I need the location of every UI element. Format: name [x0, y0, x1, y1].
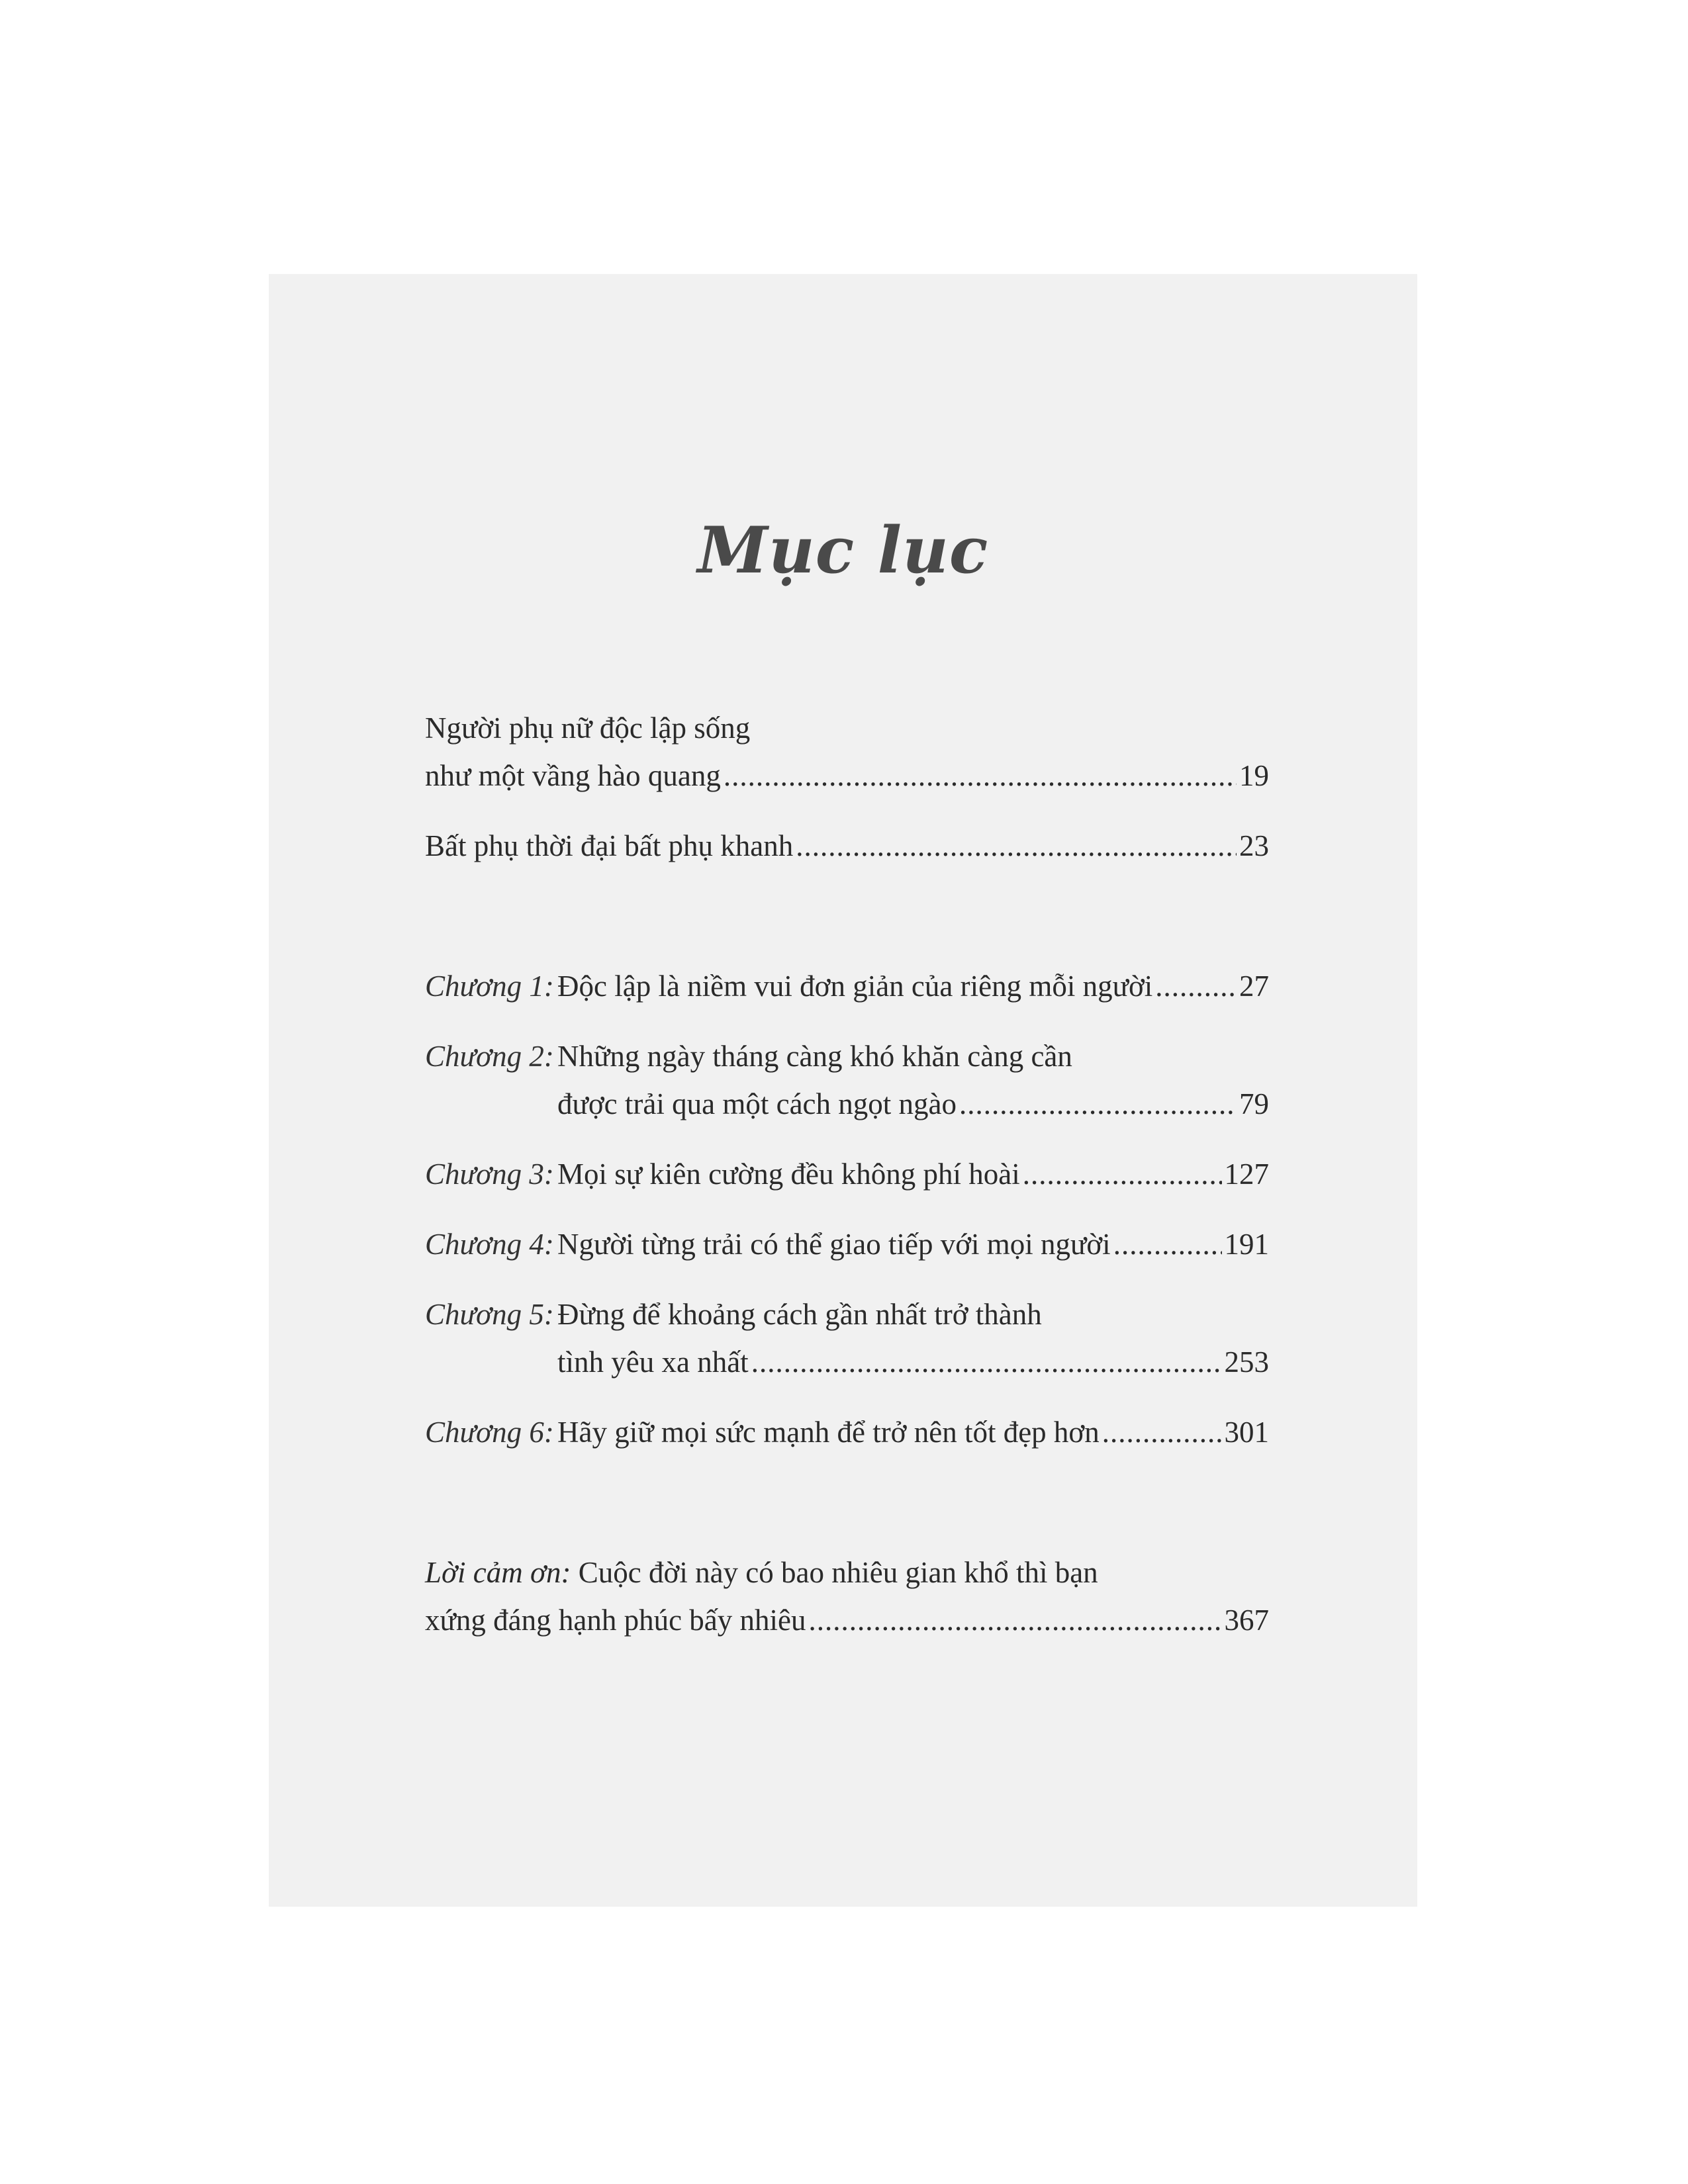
- dot-leader: [1113, 1220, 1222, 1268]
- chapter-entry: [425, 1408, 1269, 1456]
- chapter-label: Chương 5:: [425, 1298, 554, 1331]
- acknowledgement-title: Cuộc đời này có bao nhiêu gian khổ thì bạn: [578, 1556, 1098, 1589]
- toc-entry-line: [425, 822, 1269, 870]
- page-number: 23: [1239, 829, 1269, 862]
- chapter-entry: [425, 1150, 1269, 1198]
- chapter-entry: [425, 962, 1269, 1010]
- acknowledgement-entry-continued: [425, 1596, 1269, 1644]
- dot-leader: [796, 822, 1237, 870]
- acknowledgement-title: xứng đáng hạnh phúc bấy nhiêu: [425, 1604, 806, 1637]
- dot-leader: [751, 1338, 1222, 1386]
- toc-entry-text: Người phụ nữ độc lập sống: [425, 711, 751, 745]
- dot-leader: [809, 1596, 1222, 1644]
- chapter-entry: [425, 1220, 1269, 1268]
- chapter-label: Chương 4:: [425, 1228, 554, 1261]
- chapter-label: Chương 2:: [425, 1040, 554, 1073]
- page-number: 19: [1239, 759, 1269, 792]
- acknowledgement-entry: [425, 1549, 1269, 1596]
- chapter-label: Chương 6:: [425, 1416, 554, 1449]
- chapter-title: Người từng trải có thể giao tiếp với mọi người: [557, 1228, 1111, 1261]
- chapter-title: Hãy giữ mọi sức mạnh để trở nên tốt đẹp hơn: [557, 1416, 1100, 1449]
- dot-leader: [959, 1080, 1237, 1128]
- chapter-entry-continued: [425, 1338, 1269, 1386]
- dot-leader: [724, 752, 1237, 799]
- chapter-title: được trải qua một cách ngọt ngào: [557, 1087, 957, 1120]
- page-number: 191: [1224, 1228, 1269, 1261]
- page-number: 367: [1224, 1604, 1269, 1637]
- chapter-label: Chương 3:: [425, 1158, 554, 1191]
- page-number: 27: [1239, 970, 1269, 1003]
- page-number: 79: [1239, 1087, 1269, 1120]
- chapter-title: Độc lập là niềm vui đơn giản của riêng mỗi người: [557, 970, 1153, 1003]
- page-number: 301: [1224, 1416, 1269, 1449]
- chapter-title: Những ngày tháng càng khó khăn càng cần: [557, 1040, 1072, 1073]
- dot-leader: [1102, 1408, 1222, 1456]
- chapter-title: Đừng để khoảng cách gần nhất trở thành: [557, 1298, 1042, 1331]
- toc-entry-text: Bất phụ thời đại bất phụ khanh: [425, 829, 794, 862]
- page-number: 127: [1224, 1158, 1269, 1191]
- chapter-entry: [425, 1032, 1269, 1080]
- toc-entry-line: [425, 704, 1269, 752]
- page-panel: [269, 274, 1417, 1907]
- chapter-entry: [425, 1291, 1269, 1338]
- chapter-entry-continued: [425, 1080, 1269, 1128]
- acknowledgement-label: Lời cảm ơn:: [425, 1556, 571, 1589]
- chapter-label: Chương 1:: [425, 970, 554, 1003]
- dot-leader: [1023, 1150, 1222, 1198]
- page-number: 253: [1224, 1345, 1269, 1379]
- page-title: Mục lục: [697, 513, 989, 588]
- chapter-title: tình yêu xa nhất: [557, 1345, 749, 1379]
- toc-entry-line: [425, 752, 1269, 799]
- dot-leader: [1155, 962, 1237, 1010]
- toc-entry-text: như một vầng hào quang: [425, 759, 721, 792]
- chapter-title: Mọi sự kiên cường đều không phí hoài: [557, 1158, 1020, 1191]
- table-of-contents: [425, 704, 1269, 1644]
